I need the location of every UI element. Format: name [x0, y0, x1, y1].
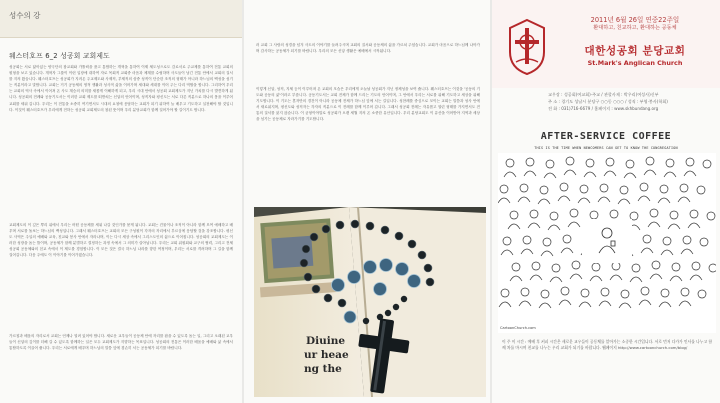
rosary-book-photo — [254, 207, 486, 397]
article-paragraph-1: 성공회는 서로 닮아있는 양극단의 참교회와 가톨릭을 품고 통합하는 개혁을 통하여 이제 체도성으로도 감로서로 주교제를 통하여 전통 교회의 원형을 보고 있습니다. 개혁자 그룹이 이런 입장에 대하여 자로 목회적 교회중 마음과 체계를 수립하며 사도들이 남긴 전통 안에서 교회의 질서를 지켜 왔습니다. 웨스터호프는 성공회가 지켜온 주교제도와 사제직, 부제직의 삼중 성직이 단순한 조직의 형태가 아니라 하느님의 백성을 섬기는 직분이라고 말합니다. 교회는 거기 공동체의 영적 생활과 성사적 삶을 이어가며 세대와 세대를 이어 주는 다리 역할을 합니다. 그리하여 우리는 교회의 역사 속에서 이어져 온 사도 계승의 의미를 새롭게 이해하게 되고, 우리 시대 안에서 성공회 교회제도가 지닌 가치를 다시 발견하게 됩니다. 성공회의 전례와 공동기도서는 이러한 교회 제도를 떠받치는 신앙의 언어이며, 성직자와 평신도는 서로 다른 직분으로 하나의 몸을 이루어 교회를 세워 갑니다. 우리는 이 전통을 소중히 여기면서도 시대의 요청에 응답하는 교회가 되기 위하여 늘 배우고 기도하고 실천해야 할 것입니다. 이것이 웨스터호프가 우리에게 전하는 성공회 교회제도의 참된 뜻이며 우리 분당교회가 함께 걸어가야 할 길이기도 합니다. — [9, 65, 233, 112]
article-paragraph-4: 러 교회 그 사랑의 성경을 넘겨 사도의 이야기를 들려주시며 교회의 질서와 공동체의 삶을 가르쳐 주셨습니다. 교회가 마음으로 하느님께 나아가며 감사하는 공동체가 되기를 바랍니다. 우리의 모든 신앙 생활은 예배에서 시작됩니다. — [256, 43, 480, 54]
church-info — [548, 91, 716, 112]
photo-text-line-1: Diuine — [306, 335, 346, 347]
church-emblem-icon — [506, 18, 548, 76]
photo-illustration — [254, 207, 486, 397]
photo-text-line-3: ng the — [304, 363, 342, 375]
church-motto: 환대하고, 친교하고, 환대하는 공동체 — [593, 25, 677, 31]
bulletin-date: 2011년 6월 26일 연중22주일 — [590, 16, 680, 24]
cartoon-credit: CartoonChurch.com — [500, 326, 536, 330]
church-header — [492, 0, 720, 88]
cartoon-title: AFTER-SERVICE COFFEE — [540, 131, 672, 142]
section-title: 성수의 강 — [9, 11, 41, 20]
cartoon-note: 이 주 이 시간 : 예배 후 커피 시간은 새로운 교우들이 공동체를 알아가는 소중한 시간입니다. 서로 먼저 다가가 인사를 나누고 함께 차를 마시며 친교를 나누는 우리 교회가 되기를 바랍니다. 웹페이지 http://www.cartoonchurch.com/blog/ — [502, 339, 713, 351]
coffee-cartoon — [498, 153, 716, 333]
section-header — [0, 0, 242, 38]
info-line-2: 주 소 : 경기도 성남시 분당구 ○○동 ○○○ / 성직 : 부영·봉사(학회) — [548, 99, 668, 104]
page-right — [492, 0, 720, 403]
church-name: 대한성공회 분당교회 — [584, 45, 686, 57]
info-line-3: 전 화 : 031)716-6679 / 홈페이지 : www.skhbundang.org — [548, 106, 659, 111]
church-name-english: St.Mark's Anglican Church — [587, 59, 683, 67]
info-line-1: 교우장 : 성공회(여교회)·주교 / 관할사제 : 박우리(여성사)신부 — [548, 92, 659, 97]
crowd-drawing — [498, 153, 716, 325]
article-paragraph-3: 가르침과 배움의 자리로서 교회는 언제나 열려 있어야 합니다. 새로운 교우들이 공동체 안에 자리를 잡을 수 있도록 돕는 일, 그리고 오래된 교우들이 신앙의 깊이를 더해 갈 수 있도록 함께하는 일은 모두 교회제도가 지향하는 목표입니다. 성공회의 전통은 이러한 배움을 예배와 삶 속에서 통합하도록 이끌어 줍니다. 우리는 서로에게 배우며 하느님의 말씀 앞에 겸손히 서는 공동체가 되기를 바랍니다. — [9, 334, 233, 351]
page-left — [0, 0, 242, 403]
page-middle — [244, 0, 490, 403]
article-title: 웨스터호프 6_2 성공회 교회제도 — [9, 52, 110, 60]
cartoon-caption: THIS IS THE TIME WHEN NEWCOMERS CAN GET TO KNOW THE CONGREGATION — [534, 146, 678, 150]
article-paragraph-2: 교회제도의 이 깊은 뿌리 위에서 우리는 어떤 공동체를 세워 나갈 것인가를 묻게 됩니다. 교회는 건물이나 조직이 아니라 함께 모여 예배하고 배우며 서로를 돌보는 하느님의 백성입니다. 그래서 웨스터호프는 교회의 모든 구성원이 각자의 자리에서 부르심에 응답할 것을 강조합니다. 평신도 사역은 주일의 예배와 교육, 친교와 봉사 안에서 자라나며, 이는 다시 세상 속에서 그리스도인의 삶으로 이어집니다. 성공회의 교회제도는 이러한 성장을 돕는 틀이며, 공동체가 함께 분별하고 결정하는 과정 속에서 그 의미가 살아납니다. 우리는 교회 위원회와 교구의 협력, 그리고 전체 성공회 공동체와의 친교 속에서 이 제도를 경험합니다. 이 모든 것은 결국 하느님 나라를 향한 여정이며, 우리는 서로를 격려하며 그 길을 함께 걸어갑니다. 다음 주에도 이 이야기를 이어가겠습니다. — [9, 223, 233, 258]
article-paragraph-5: 이렇게 신앙, 성직, 지체 등이 이루어져 온 교회의 모습은 우리에게 오늘날 성공회가 지닌 정체성을 보여 줍니다. 웨스터호프는 이것을 '공동의 기도와 공동의 삶'이라고 부릅니다. 공동기도서는 교회 전체가 함께 드리는 기도의 언어이며, 그 안에서 우리는 서로를 위해 기도하고 세상을 위해 기도합니다. 이 기도는 혼자만의 경건이 아니라 공동체 전체가 하느님 앞에 서는 길입니다. 성찬례를 중심으로 모이는 교회는 말씀과 성사 안에서 새로워지며, 평신도와 성직자는 각자의 직분으로 이 전례를 함께 이루어 갑니다. 그래서 성공회 전례는 자유롭고 열린 형태를 가지면서도 전통의 질서를 잃지 않습니다. 이 균형이야말로 성공회가 오랜 세월 지켜 온 소중한 유산입니다. 우리 분당교회도 이 유산을 이어받아 지역과 세상을 섬기는 공동체로 자라가기를 기도합니다. — [256, 87, 480, 122]
photo-text-line-2: ur heae — [304, 349, 349, 361]
